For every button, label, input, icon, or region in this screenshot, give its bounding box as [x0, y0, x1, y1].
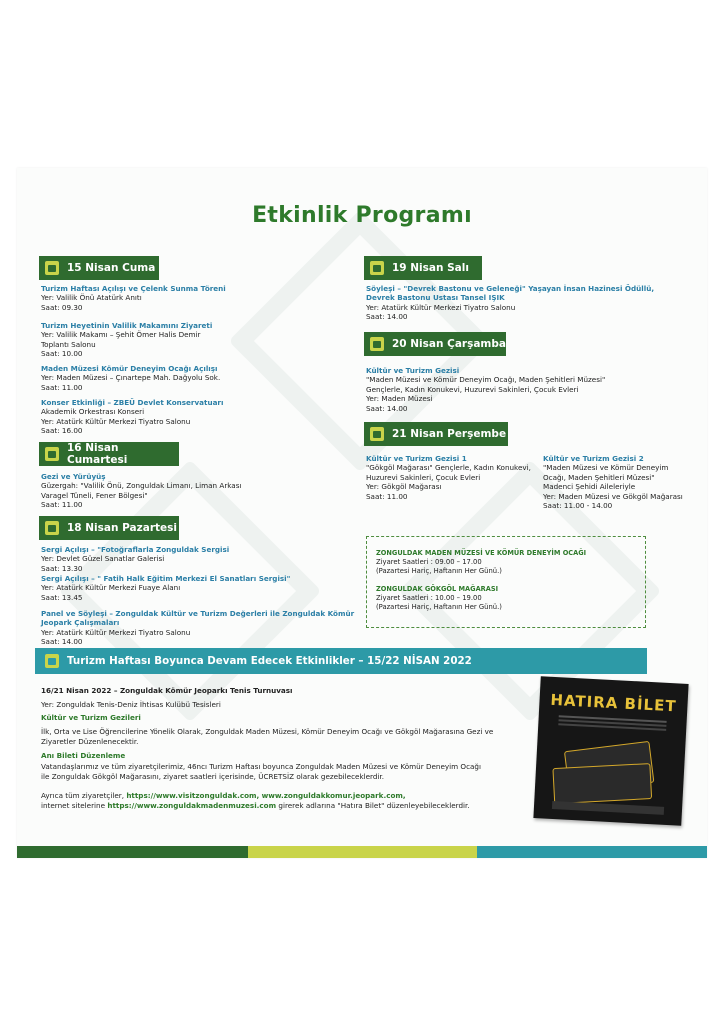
souvenir-ticket-title: Anı Bileti Düzenleme — [41, 750, 126, 760]
event-item — [41, 472, 241, 510]
souvenir-ticket-text: Vatandaşlarımız ve tüm ziyaretçilerimiz, 46ncı Turizm Haftası boyunca Zonguldak Maden Müzesi ve Kömür Deneyim Ocağı — [41, 761, 481, 771]
event-time: Saat: 11.00 — [41, 500, 83, 510]
website-line-1 — [41, 791, 541, 802]
event-item — [41, 321, 212, 359]
website-line-2 — [41, 801, 541, 812]
event-title: Panel ve Söyleşi – Zonguldak Kültür ve Turizm Değerleri ile Zonguldak Kömür — [41, 609, 355, 618]
website-outro: girerek adlarına "Hatıra Bilet" düzenleyebileceklerdir. — [278, 801, 470, 811]
event-title: Konser Etkinliği – ZBEÜ Devlet Konservatuarı — [41, 398, 224, 407]
event-title-cont: Jeopark Çalışmaları — [41, 618, 120, 628]
day-header-16 — [39, 442, 179, 466]
event-item — [41, 284, 226, 312]
event-title: Turizm Haftası Açılışı ve Çelenk Sunma Töreni — [41, 284, 226, 293]
event-time: Saat: 16.00 — [41, 426, 83, 436]
event-title: Kültür ve Turizm Gezisi — [366, 366, 460, 375]
event-place: Yer: Gökgöl Mağarası — [366, 482, 442, 492]
event-title: Turizm Heyetinin Valilik Makamını Ziyareti — [41, 321, 213, 330]
event-time: Saat: 14.00 — [366, 312, 408, 322]
calendar-icon — [45, 521, 59, 535]
museum-name: ZONGULDAK GÖKGÖL MAĞARASI — [376, 585, 499, 593]
event-item — [41, 574, 290, 602]
event-title: Söyleşi – "Devrek Bastonu ve Geleneği" Yaşayan İnsan Hazinesi Ödüllü, — [366, 284, 655, 293]
event-title: Sergi Açılışı – " Fatih Halk Eğitim Merkezi El Sanatları Sergisi" — [41, 574, 291, 583]
event-item — [366, 366, 605, 413]
event-place: Yer: Atatürk Kültür Merkezi Tiyatro Salonu — [41, 627, 191, 637]
ongoing-events-header — [35, 648, 647, 674]
ongoing-events-title: Turizm Haftası Boyunca Devam Edecek Etkinlikler – 15/22 NİSAN 2022 — [67, 655, 472, 667]
day-label: 18 Nisan Pazartesi — [67, 522, 177, 534]
tennis-place: Yer: Zonguldak Tenis-Deniz İhtisas Kulübü Tesisleri — [41, 699, 221, 709]
event-title: Kültür ve Turizm Gezisi 1 — [366, 454, 467, 463]
event-desc: "Gökgöl Mağarası" Gençlerle, Kadın Konukevi, — [366, 463, 531, 473]
event-place: Yer: Atatürk Kültür Merkezi Fuaye Alanı — [41, 583, 181, 593]
website-intro: Ayrıca tüm ziyaretçiler, — [41, 790, 125, 800]
souvenir-ticket-image — [533, 676, 688, 826]
event-place: Yer: Maden Müzesi – Çınartepe Mah. Dağyolu Sok. — [41, 373, 221, 383]
ticket-card-front — [552, 763, 652, 804]
museum-name: ZONGULDAK MADEN MÜZESİ VE KÖMÜR DENEYİM OCAĞI — [376, 549, 587, 557]
event-time: Saat: 14.00 — [366, 403, 408, 413]
museum-hours: Ziyaret Saatleri : 10.00 – 19.00 — [376, 594, 482, 602]
event-route-cont: Varagel Tüneli, Fener Bölgesi" — [41, 490, 148, 500]
event-place: Yer: Valilik Makamı – Şehit Ömer Halis Demir — [41, 330, 201, 340]
event-time: Saat: 11.00 — [366, 491, 408, 501]
event-item — [543, 454, 683, 510]
day-label: 16 Nisan Cumartesi — [67, 442, 128, 466]
link-jeopark[interactable]: www.zonguldakkomur.jeopark.com, — [261, 790, 406, 800]
museum-hours-box — [366, 536, 646, 628]
day-header-21 — [364, 422, 508, 446]
event-desc-cont: Huzurevi Sakinleri, Çocuk Evleri — [366, 472, 481, 482]
museum-hours: Ziyaret Saatleri : 09.00 – 17.00 — [376, 558, 482, 566]
museum-note: (Pazartesi Hariç, Haftanın Her Günü.) — [376, 567, 502, 575]
page-title: Etkinlik Programı — [252, 203, 472, 228]
event-route: Güzergah: "Valilik Önü, Zonguldak Limanı, Liman Arkası — [41, 481, 242, 491]
event-title: Sergi Açılışı – "Fotoğraflarla Zonguldak Sergisi — [41, 545, 230, 554]
day-label: 19 Nisan Salı — [392, 262, 469, 274]
program-sheet — [17, 168, 707, 858]
calendar-icon — [45, 447, 59, 461]
calendar-icon — [370, 427, 384, 441]
footer-strip-lime — [248, 846, 477, 858]
link-visitzonguldak[interactable]: https://www.visitzonguldak.com, — [126, 790, 260, 800]
event-desc: "Maden Müzesi ve Kömür Deneyim — [543, 463, 669, 473]
event-time: Saat: 11.00 - 14.00 — [543, 501, 613, 511]
ticket-image-title: HATIRA BİLET — [550, 690, 678, 716]
link-madenmuzesi[interactable]: https://www.zonguldakmadenmuzesi.com — [107, 801, 277, 811]
calendar-icon — [370, 337, 384, 351]
day-header-19 — [364, 256, 482, 280]
footer-strip-green — [17, 846, 248, 858]
event-desc-cont: Ocağı, Maden Şehitleri Müzesi" — [543, 472, 655, 482]
event-time: Saat: 13.45 — [41, 592, 83, 602]
event-place: Yer: Devlet Güzel Sanatlar Galerisi — [41, 554, 165, 564]
calendar-icon — [45, 261, 59, 275]
event-desc-cont: Gençlerle, Kadın Konukevi, Huzurevi Sakinleri, Çocuk Evleri — [366, 384, 579, 394]
event-item — [41, 545, 229, 573]
tennis-title: 16/21 Nisan 2022 – Zonguldak Kömür Jeoparkı Tenis Turnuvası — [41, 686, 293, 695]
event-item — [41, 398, 223, 436]
event-item — [366, 284, 654, 322]
day-label: 20 Nisan Çarşamba — [392, 338, 506, 350]
event-title: Gezi ve Yürüyüş — [41, 472, 106, 481]
event-item — [41, 364, 220, 392]
day-header-15 — [39, 256, 159, 280]
event-item — [366, 454, 531, 501]
event-time: Saat: 10.00 — [41, 349, 83, 359]
souvenir-ticket-text-cont: ile Zonguldak Gökgöl Mağarasını, ziyaret saatleri içerisinde, ÜCRETSİZ olarak gezebileceklerdir. — [41, 772, 385, 782]
day-header-18 — [39, 516, 179, 540]
calendar-icon — [45, 654, 59, 668]
website-intro-2: internet sitelerine — [41, 801, 106, 811]
day-label: 15 Nisan Cuma — [67, 262, 156, 274]
event-desc: "Maden Müzesi ve Kömür Deneyim Ocağı, Maden Şehitleri Müzesi" — [366, 375, 606, 385]
tours-title: Kültür ve Turizm Gezileri — [41, 713, 141, 723]
event-title: Maden Müzesi Kömür Deneyim Ocağı Açılışı — [41, 364, 218, 373]
ongoing-events — [41, 686, 541, 812]
event-time: Saat: 09.30 — [41, 302, 83, 312]
tours-text-cont: Ziyaretler Düzenlenecektir. — [41, 737, 139, 747]
museum-note: (Pazartesi Hariç, Haftanın Her Günü.) — [376, 603, 502, 611]
event-place: Yer: Maden Müzesi ve Gökgöl Mağarası — [543, 491, 683, 501]
event-item — [41, 609, 354, 647]
event-place: Yer: Atatürk Kültür Merkezi Tiyatro Salonu — [366, 302, 516, 312]
event-title-cont: Devrek Bastonu Ustası Tansel IŞIK — [366, 293, 505, 303]
event-place: Yer: Atatürk Kültür Merkezi Tiyatro Salonu — [41, 416, 191, 426]
event-time: Saat: 13.30 — [41, 563, 83, 573]
event-place: Yer: Valilik Önü Atatürk Anıtı — [41, 293, 142, 303]
event-place: Yer: Maden Müzesi — [366, 394, 433, 404]
footer-strip-teal — [477, 846, 707, 858]
event-place-cont: Toplantı Salonu — [41, 339, 96, 349]
event-desc-cont: Madenci Şehidi Aileleriyle — [543, 482, 636, 492]
calendar-icon — [370, 261, 384, 275]
event-time: Saat: 14.00 — [41, 637, 83, 647]
ticket-image-logos — [552, 801, 664, 815]
ticket-image-text-lines — [559, 715, 667, 723]
event-title: Kültür ve Turizm Gezisi 2 — [543, 454, 644, 463]
tours-text: İlk, Orta ve Lise Öğrencilerine Yönelik Olarak, Zonguldak Maden Müzesi, Kömür Deneyim Ocağı ve Gökgöl Mağarasına Gezi ve — [41, 726, 494, 736]
museum-item — [376, 585, 502, 612]
museum-item — [376, 549, 586, 576]
day-header-20 — [364, 332, 506, 356]
event-time: Saat: 11.00 — [41, 382, 83, 392]
day-label: 21 Nisan Perşembe — [392, 428, 507, 440]
event-desc: Akademik Orkestrası Konseri — [41, 407, 145, 417]
